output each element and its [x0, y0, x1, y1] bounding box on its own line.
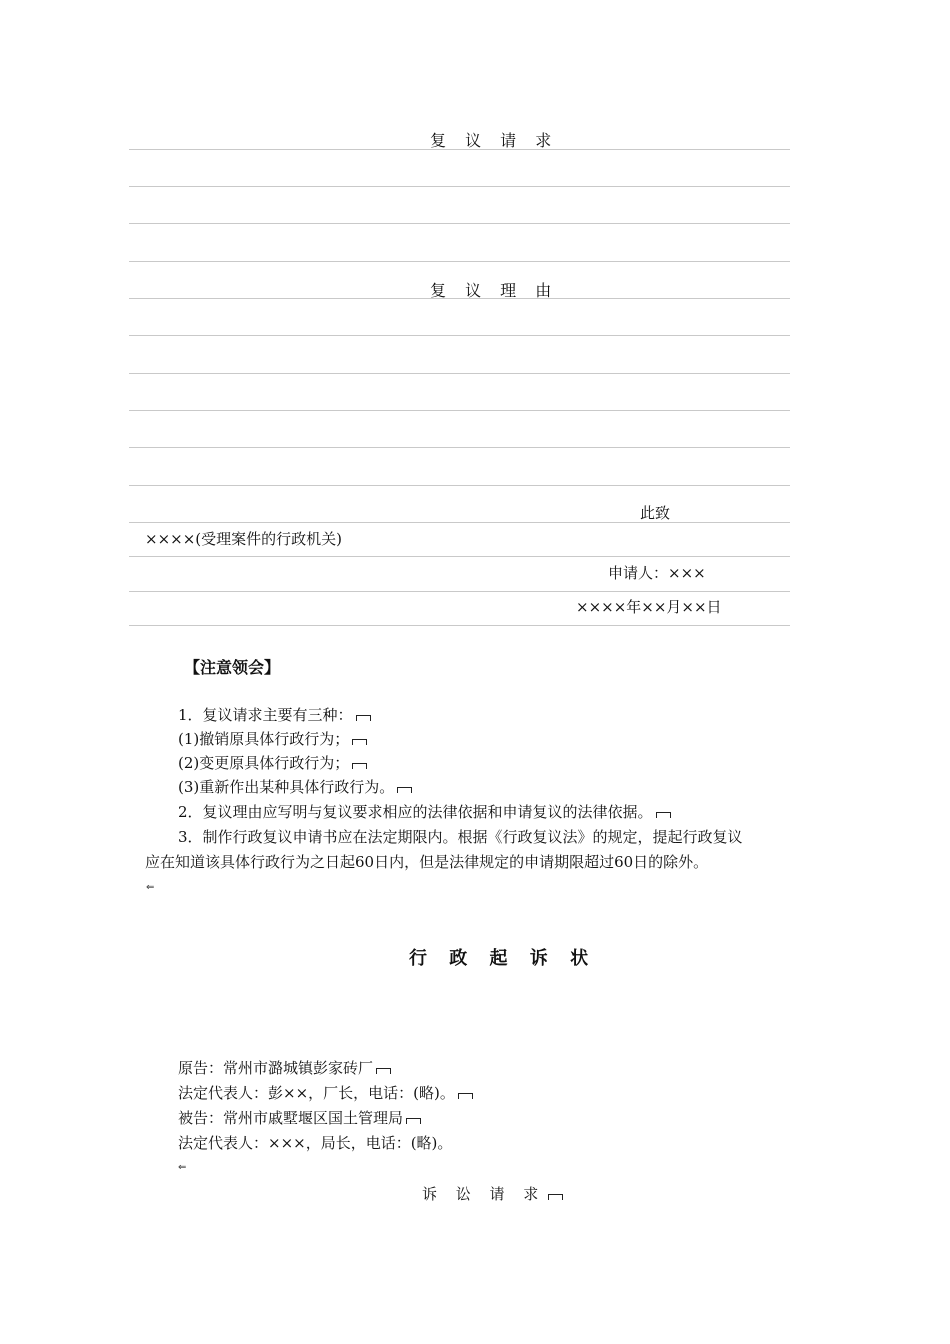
form-line: [129, 447, 790, 448]
note-item: 3．制作行政复议申请书应在法定期限内。根据《行政复议法》的规定，提起行政复议: [178, 828, 743, 846]
form-line: [129, 223, 790, 224]
notes-heading: 【注意领会】: [184, 658, 281, 677]
form-line: [129, 522, 790, 523]
form-line: [129, 149, 790, 150]
party-line: 法定代表人：彭××，厂长，电话：(略)。: [178, 1082, 473, 1103]
paragraph-mark-icon: [352, 739, 367, 745]
party-line: 法定代表人：×××，局长，电话：(略)。: [178, 1134, 453, 1152]
paragraph-mark-icon: [376, 1068, 391, 1074]
form-line: [129, 373, 790, 374]
form-line: [129, 186, 790, 187]
form-line: [129, 591, 790, 592]
review-reason-heading: 复 议 理 由: [430, 281, 559, 300]
recipient-authority: ××××(受理案件的行政机关): [145, 530, 342, 548]
form-line: [129, 556, 790, 557]
party-line: 原告：常州市潞城镇彭家砖厂: [178, 1057, 391, 1078]
note-item: (3)重新作出某种具体行政行为。: [178, 776, 412, 797]
paragraph-mark-icon: [548, 1194, 563, 1200]
form-line: [129, 298, 790, 299]
note-item: 2．复议理由应写明与复议要求相应的法律依据和申请复议的法律依据。: [178, 801, 671, 822]
paragraph-mark-icon: [458, 1093, 473, 1099]
form-line: [129, 485, 790, 486]
form-line: [129, 261, 790, 262]
application-date: ××××年××月××日: [576, 598, 722, 616]
paragraph-mark-icon: [397, 787, 412, 793]
section-end-mark: ⇐: [178, 1162, 187, 1173]
note-item-continuation: 应在知道该具体行政行为之日起60日内，但是法律规定的申请期限超过60日的除外。: [145, 853, 709, 871]
claims-heading: 诉 讼 请 求: [422, 1183, 563, 1204]
party-line: 被告：常州市戚墅堰区国土管理局: [178, 1107, 421, 1128]
complaint-title: 行 政 起 诉 状: [409, 948, 597, 969]
note-item: (1)撤销原具体行政行为；: [178, 728, 367, 749]
form-line: [129, 410, 790, 411]
paragraph-mark-icon: [406, 1118, 421, 1124]
paragraph-mark-icon: [352, 763, 367, 769]
paragraph-mark-icon: [356, 715, 371, 721]
note-item: 1．复议请求主要有三种：: [178, 704, 371, 725]
note-item: (2)变更原具体行政行为；: [178, 752, 367, 773]
closing-salutation: 此致: [640, 504, 671, 522]
form-line: [129, 335, 790, 336]
section-end-mark: ⇐: [146, 882, 155, 893]
paragraph-mark-icon: [656, 812, 671, 818]
applicant-signature: 申请人：×××: [608, 564, 706, 582]
form-line: [129, 625, 790, 626]
review-request-heading: 复 议 请 求: [430, 131, 559, 150]
